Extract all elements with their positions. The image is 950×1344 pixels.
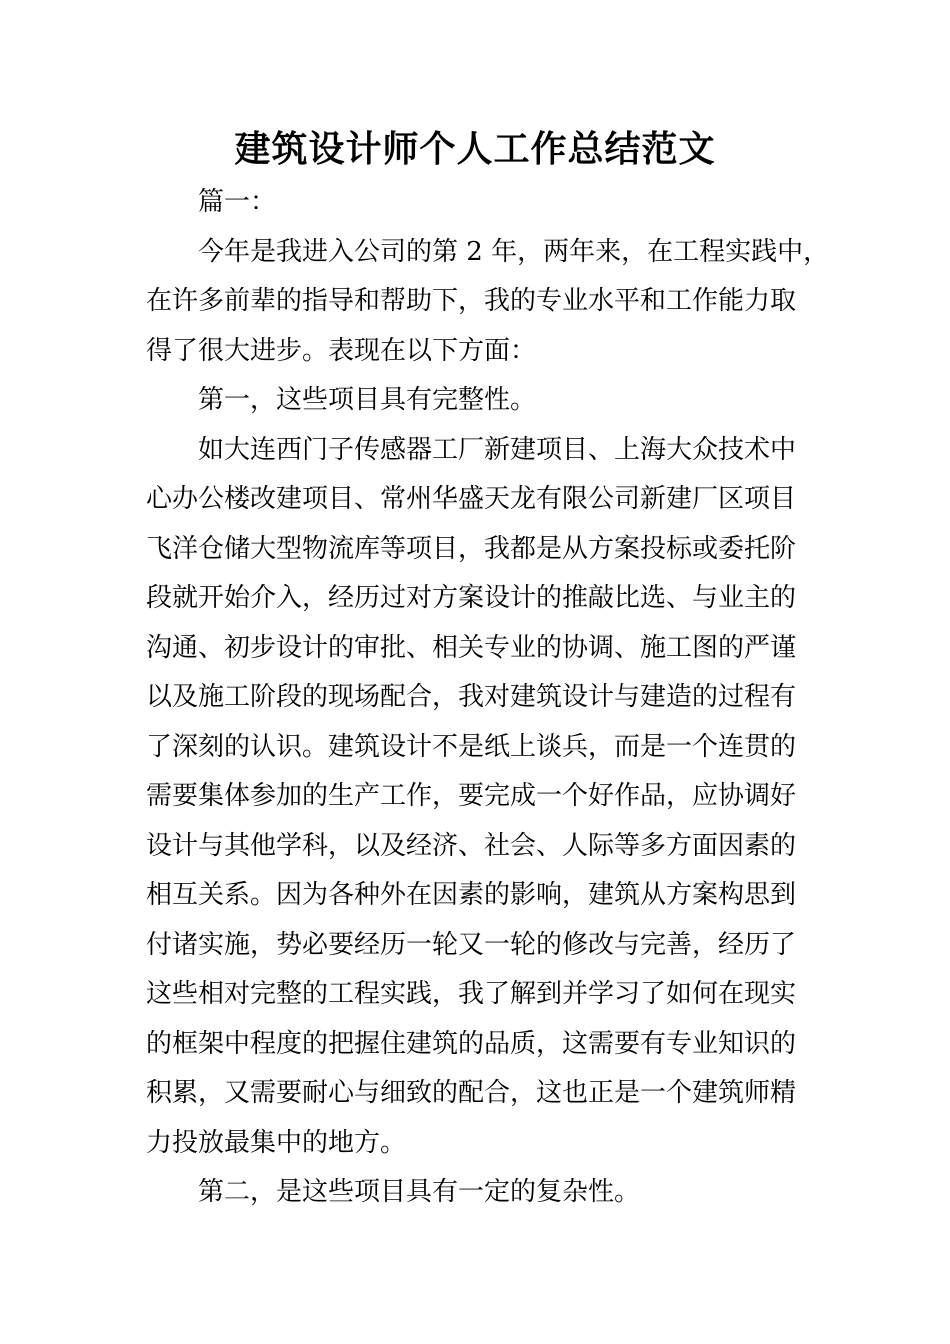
text-line: 如大连西门子传感器工厂新建项目、上海大众技术中 — [198, 434, 797, 465]
text-line: 付诸实施，势必要经历一轮又一轮的修改与完善，经历了 — [146, 929, 797, 960]
text-line: 了深刻的认识。建筑设计不是纸上谈兵，而是一个连贯的 — [146, 731, 797, 762]
text-line: 这些相对完整的工程实践，我了解到并学习了如何在现实 — [146, 979, 797, 1009]
document-title: 建筑设计师个人工作总结范文 — [234, 129, 716, 170]
text-line: 段就开始介入，经历过对方案设计的推敲比选、与业主的 — [146, 583, 797, 613]
text-line: 的框架中程度的把握住建筑的品质，这需要有专业知识的 — [146, 1028, 797, 1059]
text-line: 飞洋仓储大型物流库等项目，我都是从方案投标或委托阶 — [146, 533, 797, 564]
text-line: 第二，是这些项目具有一定的复杂性。 — [198, 1177, 641, 1207]
text-line: 篇一： — [198, 187, 277, 217]
text-line: 在许多前辈的指导和帮助下，我的专业水平和工作能力取 — [146, 286, 797, 316]
text-line: 沟通、初步设计的审批、相关专业的协调、施工图的严谨 — [146, 632, 797, 663]
text-line: 积累，又需要耐心与细致的配合，这也正是一个建筑师精 — [146, 1078, 797, 1108]
document-body — [146, 178, 830, 1218]
text-line: 设计与其他学科，以及经济、社会、人际等多方面因素的 — [146, 830, 797, 861]
text-line: 心办公楼改建项目、常州华盛天龙有限公司新建厂区项目 — [146, 484, 797, 514]
text-line: 得了很大进步。表现在以下方面： — [146, 335, 537, 366]
text-line: 需要集体参加的生产工作，要完成一个好作品，应协调好 — [146, 781, 797, 811]
text-line: 今年是我进入公司的第 2 年，两年来，在工程实践中， — [198, 236, 830, 267]
text-line: 力投放最集中的地方。 — [146, 1127, 407, 1158]
text-line: 第一，这些项目具有完整性。 — [198, 385, 537, 415]
text-line: 以及施工阶段的现场配合，我对建筑设计与建造的过程有 — [146, 682, 797, 712]
text-line: 相互关系。因为各种外在因素的影响，建筑从方案构思到 — [146, 880, 797, 910]
